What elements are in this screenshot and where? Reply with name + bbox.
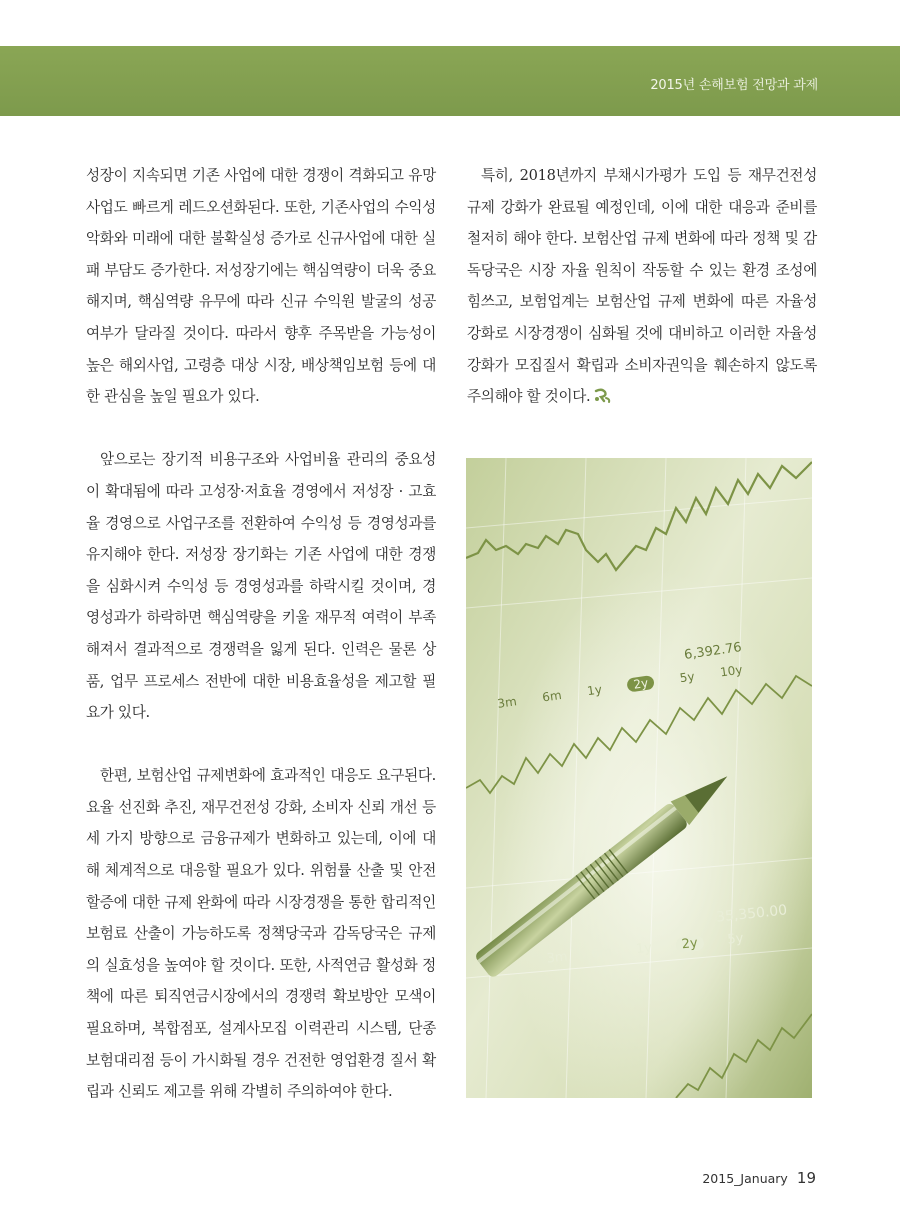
range-tab: 3m [545,949,569,967]
page-footer [702,1168,816,1187]
upper-value: 6,392.76 [683,640,743,663]
financial-chart-photo [466,458,812,1098]
range-tab: 6m [541,687,563,705]
range-tab: 6m [590,944,614,962]
range-tab: 5y [726,930,745,948]
photo-artwork [466,458,812,1098]
lower-value: 35,350.00 [715,902,788,926]
right-column [467,160,817,413]
body-paragraph: 성장이 지속되면 기존 사업에 대한 경쟁이 격화되고 유망 사업도 빠르게 레드오션화된다. 또한, 기존사업의 수익성 악화와 미래에 대한 불확실성 증가로 신규사업에 대한 실패 부담도 증가한다. 저성장기에는 핵심역량이 더욱 중요해지며, 핵심역량 유무에 따라 신규 수익원 발굴의 성공여부가 달라질 것이다. 따라서 향후 주목받을 가능성이 높은 해외사업, 고령층 대상 시장, 배상책임보험 등에 대한 관심을 높일 필요가 있다. [86,167,436,406]
body-paragraph [467,160,817,413]
left-column [86,160,436,1108]
range-tab: 1y [635,940,653,958]
range-tab-selected: 2y [627,675,655,693]
page-number: 19 [796,1169,816,1187]
issue-label: 2015_January [702,1171,788,1186]
body-paragraph: 한편, 보험산업 규제변화에 효과적인 대응도 요구된다. 요율 선진화 추진, 재무건전성 강화, 소비자 신뢰 개선 등 세 가지 방향으로 금융규제가 변화하고 있는데, 이에 대해 체계적으로 대응할 필요가 있다. 위험률 산출 및 안전할증에 대한 규제 완화에 따라 시장경쟁을 통한 합리적인 보험료 산출이 가능하도록 정책당국과 감독당국은 규제의 실효성을 높여야 할 것이다. 또한, 사적연금 활성화 정책에 따른 퇴직연금시장에서의 경쟁력 확보방안 모색이 필요하며, 복합점포, 설계사모집 이력관리 시스템, 단종 보험대리점 등이 가시화될 경우 건전한 영업환경 질서 확립과 신뢰도 제고를 위해 각별히 주의하여야 한다. [86,767,436,1101]
range-tab-selected: 2y [675,935,704,953]
running-header-title: 2015년 손해보험 전망과 과제 [650,78,818,93]
range-tab: 10y [719,662,744,680]
range-tab: 5y [678,669,696,686]
range-tab: 1y [586,682,603,699]
header-band [0,46,900,116]
end-mark-icon [592,388,612,404]
body-paragraph-text: 특히, 2018년까지 부채시가평가 도입 등 재무건전성 규제 강화가 완료될 예정인데, 이에 대한 대응과 준비를 철저히 해야 한다. 보험산업 규제 변화에 따라 정책 및 감독당국은 시장 자율 원칙이 작동할 수 있는 환경 조성에 힘쓰고, 보험업계는 보험산업 규제 변화에 따른 자율성 강화로 시장경쟁이 심화될 것에 대비하고 이러한 자율성 강화가 모집질서 확립과 소비자권익을 훼손하지 않도록 주의해야 할 것이다. [467,167,817,406]
body-paragraph: 앞으로는 장기적 비용구조와 사업비율 관리의 중요성이 확대됨에 따라 고성장·저효율 경영에서 저성장 · 고효율 경영으로 사업구조를 전환하여 수익성 등 경영성과를 유지해야 한다. 저성장 장기화는 기존 사업에 대한 경쟁을 심화시켜 수익성 등 경영성과를 하락시킬 것이며, 경영성과가 하락하면 핵심역량을 키울 재무적 여력이 부족해져서 결과적으로 경쟁력을 잃게 된다. 인력은 물론 상품, 업무 프로세스 전반에 대한 비용효율성을 제고할 필요가 있다. [86,451,436,722]
range-tab: 3m [496,694,518,711]
